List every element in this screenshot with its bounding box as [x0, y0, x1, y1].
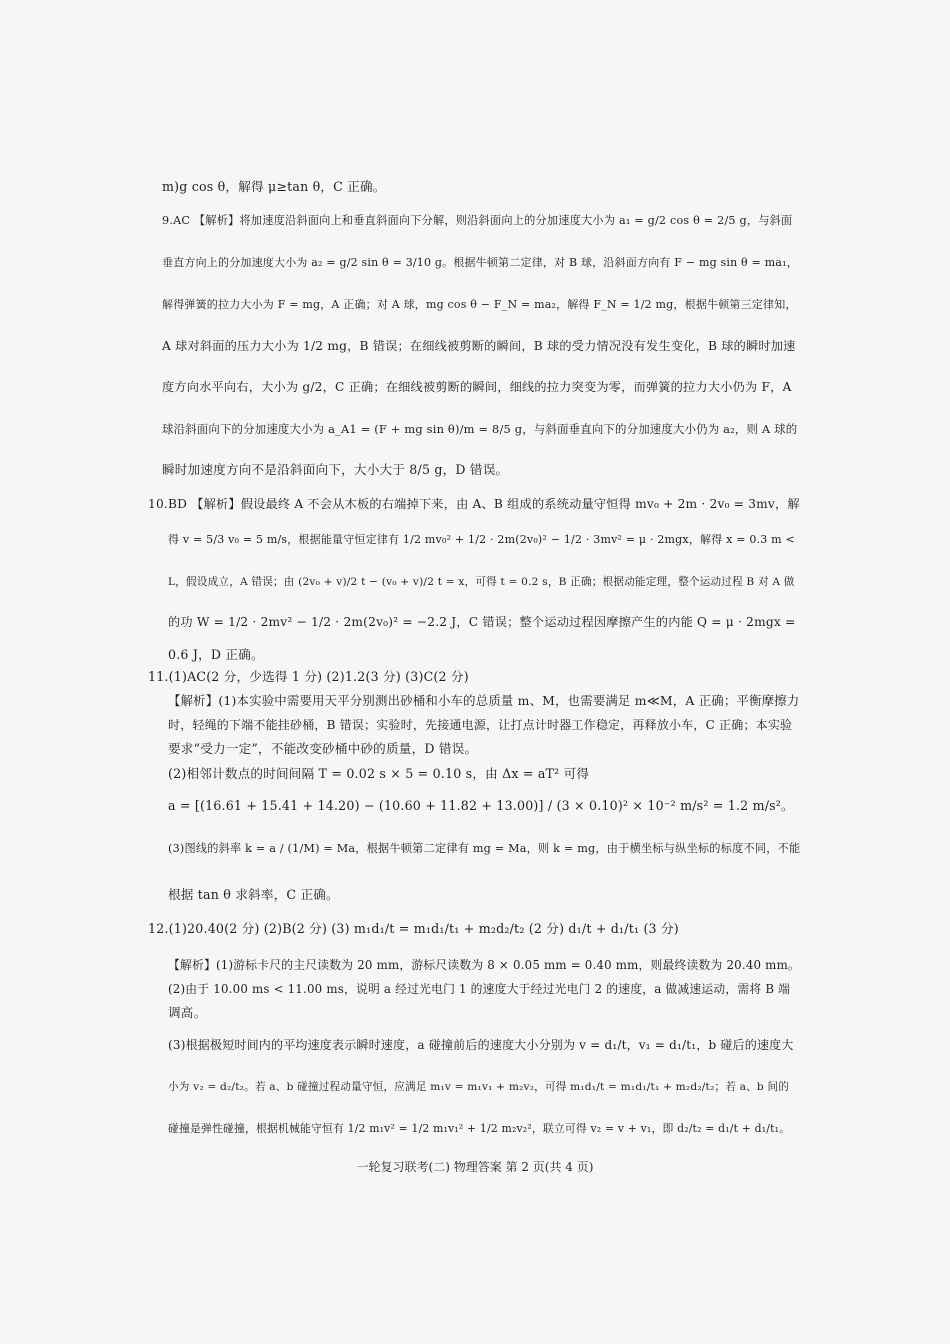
text-line: 根据 tan θ 求斜率，C 正确。: [168, 887, 339, 902]
text-line: (3)图线的斜率 k = a / (1/M) = Ma，根据牛顿第二定律有 mg = Ma，则 k = mg，由于横坐标与纵坐标的标度不同，不能: [168, 842, 801, 855]
text-line: 的功 W = 1/2 · 2mv² − 1/2 · 2m(2v₀)² = −2.2 J，C 错误；整个运动过程因摩擦产生的内能 Q = μ · 2mgx =: [168, 615, 796, 629]
text-line: a = [(16.61 + 15.41 + 14.20) − (10.60 + 11.82 + 13.00)] / (3 × 0.10)² × 10⁻² m/s² = 1.2 m/s²。: [168, 798, 794, 813]
text-line: 解得弹簧的拉力大小为 F = mg，A 正确；对 A 球，mg cos θ − F_N = ma₂，解得 F_N = 1/2 mg，根据牛顿第三定律知，: [162, 298, 797, 311]
text-line: 【解析】(1)本实验中需要用天平分别测出砂桶和小车的总质量 m、M，也需要满足 m≪M，A 正确；平衡摩擦力: [168, 693, 800, 708]
text-line: (3)根据极短时间内的平均速度表示瞬时速度，a 碰撞前后的速度大小分别为 v = d₁/t，v₁ = d₁/t₁，b 碰后的速度大: [168, 1038, 794, 1052]
text-line: 瞬时加速度方向不是沿斜面向下，大小大于 8/5 g，D 错误。: [162, 462, 509, 477]
text-line: 时，轻绳的下端不能挂砂桶，B 错误；实验时，先接通电源，让打点计时器工作稳定，再释放小车，C 正确；本实验: [168, 718, 793, 732]
text-line: 要求“受力一定”，不能改变砂桶中砂的质量，D 错误。: [168, 741, 478, 756]
text-line: 小为 v₂ = d₂/t₂。若 a、b 碰撞过程动量守恒，应满足 m₁v = m₁v₁ + m₂v₂，可得 m₁d₁/t = m₁d₁/t₁ + m₂d₂/t₂；若 a、b 间的: [168, 1081, 790, 1093]
text-line: (2)由于 10.00 ms < 11.00 ms，说明 a 经过光电门 1 的速度大于经过光电门 2 的速度，a 做减速运动，需将 B 端: [168, 982, 791, 996]
text-line: 调高。: [168, 1005, 207, 1020]
text-line: 碰撞是弹性碰撞，根据机械能守恒有 1/2 m₁v² = 1/2 m₁v₁² + 1/2 m₂v₂²，联立可得 v₂ = v + v₁，即 d₂/t₂ = d₁/t + d₁/t₁。: [168, 1122, 791, 1135]
page-footer: 一轮复习联考(二) 物理答案 第 2 页(共 4 页): [356, 1160, 594, 1174]
text-line: (2)相邻计数点的时间间隔 T = 0.02 s × 5 = 0.10 s，由 Δx = aT² 可得: [168, 766, 590, 781]
text-line: 10.BD 【解析】假设最终 A 不会从木板的右端掉下来，由 A、B 组成的系统动量守恒得 mv₀ + 2m · 2v₀ = 3mv，解: [148, 497, 800, 511]
text-line: 9.AC 【解析】将加速度沿斜面向上和垂直斜面向下分解，则沿斜面向上的分加速度大小为 a₁ = g/2 cos θ = 2/5 g，与斜面: [162, 214, 793, 227]
text-line: m)g cos θ，解得 μ≥tan θ，C 正确。: [162, 179, 386, 194]
text-line: 0.6 J，D 正确。: [168, 647, 264, 662]
text-line: A 球对斜面的压力大小为 1/2 mg，B 错误；在细线被剪断的瞬间，B 球的受力情况没有发生变化，B 球的瞬时加速: [162, 339, 796, 353]
text-line: 11.(1)AC(2 分，少选得 1 分) (2)1.2(3 分) (3)C(2 分): [148, 669, 469, 684]
text-line: 【解析】(1)游标卡尺的主尺读数为 20 mm，游标尺读数为 8 × 0.05 mm = 0.40 mm，则最终读数为 20.40 mm。: [168, 958, 800, 972]
text-line: 垂直方向上的分加速度大小为 a₂ = g/2 sin θ = 3/10 g。根据牛顿第二定律，对 B 球，沿斜面方向有 F − mg sin θ = ma₁，: [162, 256, 798, 269]
text-line: 度方向水平向右，大小为 g/2，C 正确；在细线被剪断的瞬间，细线的拉力突变为零，而弹簧的拉力大小仍为 F，A: [162, 380, 792, 394]
text-line: 得 v = 5/3 v₀ = 5 m/s，根据能量守恒定律有 1/2 mv₀² + 1/2 · 2m(2v₀)² − 1/2 · 3mv² = μ · 2mgx，解得 x = 0.3 m <: [168, 533, 795, 546]
text-line: 球沿斜面向下的分加速度大小为 a_A1 = (F + mg sin θ)/m = 8/5 g，与斜面垂直向下的分加速度大小仍为 a₂，则 A 球的: [162, 422, 798, 436]
text-line: 12.(1)20.40(2 分) (2)B(2 分) (3) m₁d₁/t = m₁d₁/t₁ + m₂d₂/t₂ (2 分) d₁/t + d₁/t₁ (3 分): [148, 921, 679, 936]
text-line: L，假设成立，A 错误；由 (2v₀ + v)/2 t − (v₀ + v)/2 t = x，可得 t = 0.2 s，B 正确；根据动能定理，整个运动过程 B 对 A 做: [168, 576, 795, 588]
